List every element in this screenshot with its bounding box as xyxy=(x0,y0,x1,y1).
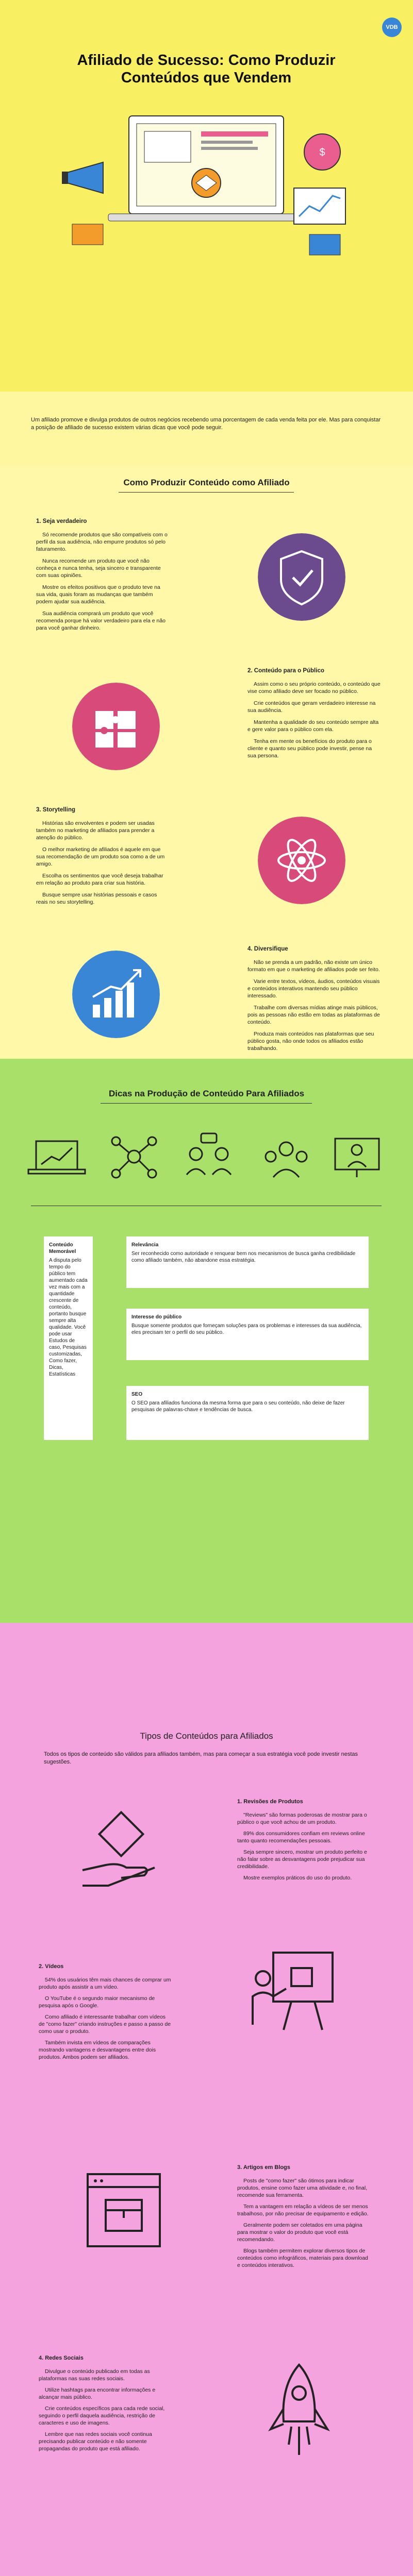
section-title: Dicas na Produção de Conteúdo Para Afiliados xyxy=(108,1089,305,1098)
divider xyxy=(119,492,294,493)
tip-heading: 3. Artigos em Blogs xyxy=(237,2164,290,2171)
tip-paragraph: Busque sempre usar histórias pessoais e casos reais no seu storytelling. xyxy=(36,892,157,905)
box-heading: SEO xyxy=(131,1392,143,1397)
divider xyxy=(101,1103,312,1104)
tip-paragraph: Só recomende produtos que são compatíveis com o perfil da sua audiência, não empurre produtos só pelo faturamento. xyxy=(36,532,168,552)
section-title: Tipos de Conteúdos para Afiliados xyxy=(140,1731,273,1741)
tip-paragraph: Mantenha a qualidade do seu conteúdo sempre alta e gere valor para o público com ela. xyxy=(247,719,379,733)
tip-heading: 4. Diversifique xyxy=(247,946,288,952)
rocket-icon xyxy=(258,2360,340,2468)
box-text: Busque somente produtos que forneçam soluções para os problemas e interesses da sua audiência, eles precisam ter o perfil do seu público. xyxy=(131,1323,362,1335)
tip-paragraph: Crie conteúdos específicos para cada rede social, seguindo o perfil daquela audiência, restrição de caracteres e uso de imagens. xyxy=(39,2405,165,2426)
tip-box-relevance xyxy=(126,1236,369,1288)
tip-card xyxy=(36,518,170,636)
tip-paragraph: O YouTube é o segundo maior mecanismo de pesquisa após o Google. xyxy=(39,1995,155,2009)
tip-heading: 2. Vídeos xyxy=(39,1963,64,1970)
vdb-logo-badge: VDB xyxy=(382,18,402,37)
laptop-chart-icon xyxy=(28,1141,85,1174)
tip-paragraph: Varie entre textos, vídeos, áudios, conteúdos visuais e conteúdos interativos mantendo seu público interessado. xyxy=(247,978,380,999)
box-heading: Conteúdo Memorável xyxy=(49,1242,76,1255)
tip-card xyxy=(237,1798,371,1886)
tip-paragraph: Seja sempre sincero, mostrar um produto perfeito e não falar sobre as desvantagens pode prejudicar sua credibilidade. xyxy=(237,1849,367,1870)
tip-paragraph: Histórias são envolventes e podem ser usadas também no marketing de afiliados para prender a atenção do público. xyxy=(36,820,155,841)
intro-section xyxy=(0,392,413,466)
tip-paragraph: Mostre exemplos práticos do uso do produto. xyxy=(243,1875,352,1881)
tip-paragraph: Nunca recomende um produto que você não conheça e nunca tenha, seja sincero e transparente com suas opiniões. xyxy=(36,558,161,579)
tip-paragraph: 54% dos usuários têm mais chances de comprar um produto após assistir a um vídeo. xyxy=(39,1977,171,1990)
tip-paragraph: 89% dos consumidores confiam em reviews online tanto quanto recomendações pessoais. xyxy=(237,1831,365,1844)
video-call-icon xyxy=(335,1139,379,1177)
tip-paragraph: Posts de "como fazer" são ótimos para indicar produtos, ensine como fazer uma atividade e, no final, recomende sua ferramenta. xyxy=(237,2178,368,2198)
box-text: Ser reconhecido como autoridade e renquear bem nos mecanismos de busca ganha credibilidade como afiliado também, não abandone essa estratégia. xyxy=(131,1251,356,1263)
header-section xyxy=(0,0,413,392)
affiliate-marketing-illustration xyxy=(52,111,361,265)
tip-heading: 1. Seja verdadeiro xyxy=(36,518,87,524)
tip-paragraph: Trabalhe com diversas mídias atinge mais públicos, pois as pessoas não estão em todas as plataformas de conteúdo. xyxy=(247,1005,380,1025)
tip-paragraph: Geralmente podem ser coletados em uma página para mostrar o valor do produto que você está recomendando. xyxy=(237,2222,362,2243)
tip-card xyxy=(237,2164,371,2273)
tip-paragraph: O melhor marketing de afiliados é aquele em que sua recomendação de um produto soa como a de um amigo. xyxy=(36,846,165,867)
hand-box-icon xyxy=(77,1808,165,1896)
tip-paragraph: Escolha os sentimentos que você deseja trabalhar em relação ao produto para criar sua história. xyxy=(36,873,163,886)
atom-icon xyxy=(258,817,345,904)
tip-paragraph: Crie conteúdos que geram verdadeiro interesse na sua audiência. xyxy=(247,700,376,714)
tip-card xyxy=(39,2354,173,2456)
tip-paragraph: Utilize hashtags para encontrar informações e alcançar mais público. xyxy=(39,2387,156,2400)
tip-paragraph: Divulgue o conteúdo publicado em todas as plataformas nas suas redes sociais. xyxy=(39,2368,150,2382)
network-icon xyxy=(112,1137,156,1178)
tip-box-interest xyxy=(126,1309,369,1360)
tip-paragraph: Como afiliado é interessante trabalhar com vídeos de "como fazer" criando instruções e passo a passo de como usar o produto. xyxy=(39,2014,171,2035)
team-icon xyxy=(266,1142,307,1177)
tip-paragraph: Blogs também permitem explorar diversos tipos de conteúdos como infográficos, materiais para download e conteúdos interativos. xyxy=(237,2248,368,2268)
box-text: O SEO para afiliados funciona da mesma forma que para o seu conteúdo, não deixe de fazer pesquisas de palavras-chave e tendências de busca. xyxy=(131,1400,345,1413)
tip-paragraph: Lembre que nas redes sociais você continua precisando publicar conteúdo e não somente propagandas do produto que está afiliado. xyxy=(39,2431,152,2452)
tip-heading: 1. Revisões de Produtos xyxy=(237,1799,303,1805)
tip-card xyxy=(39,1963,173,2065)
tip-heading: 3. Storytelling xyxy=(36,807,76,813)
tip-paragraph: Mostre os efeitos positivos que o produto teve na sua vida, quais foram as mudanças que também podem ajudar sua audiência. xyxy=(36,584,160,605)
tip-paragraph: Tenha em mente os benefícios do produto para o cliente e quanto seu público pode investir, pense na sua persona. xyxy=(247,738,372,759)
box-heading: Relevância xyxy=(131,1242,159,1248)
tip-paragraph: Também invista em vídeos de comparações mostrando vantagens e desvantagens entre dois produtos. Ambos podem ser afiliados. xyxy=(39,2040,156,2060)
tip-card xyxy=(247,945,382,1057)
tip-paragraph: Produza mais conteúdos nas plataformas que seu público gosta, não onde todos os afiliados estão trabalhando. xyxy=(247,1031,374,1052)
section-content-types xyxy=(0,1623,413,2576)
tip-paragraph: Não se prenda a um padrão, não existe um único formato em que o marketing de afiliados pode ser feito. xyxy=(247,959,380,973)
box-heading: Interesse do público xyxy=(131,1314,182,1320)
tip-paragraph: Sua audiência comprará um produto que você recomenda porque há valor verdadeiro para ela e não para você ganhar dinheiro. xyxy=(36,611,166,631)
tip-box-seo xyxy=(126,1386,369,1440)
browser-window-icon xyxy=(77,2164,170,2257)
people-chat-icon xyxy=(187,1133,231,1175)
tip-card xyxy=(36,806,170,910)
section-how-to-produce xyxy=(0,466,413,1059)
section-title: Como Produzir Conteúdo como Afiliado xyxy=(123,478,290,487)
section-production-tips xyxy=(0,1059,413,1623)
section-lead: Todos os tipos de conteúdo são válidos para afiliados também, mas para começar a sua estratégia você pode investir nestas sugestões. xyxy=(44,1751,358,1765)
presenter-board-icon xyxy=(242,1942,340,2040)
intro-text: Um afiliado promove e divulga produtos de outros negócios recebendo uma porcentagem de cada venda feita por ele. Mas para conquistar a posição de afiliado de sucesso existem várias dicas que você pode seguir. xyxy=(31,417,381,431)
tip-paragraph: Assim como o seu próprio conteúdo, o conteúdo que vise como afiliado deve ser focado no público. xyxy=(247,681,381,694)
box-text: A disputa pelo tempo do público tem aumentado cada vez mais com a quantidade crescente de conteúdo, portanto busque sempre alta qualidade. Você pode usar Estudos de caso, Pesquisas customizadas, Como fazer, Dicas, Estatísticas xyxy=(49,1258,88,1377)
page-title: Afiliado de Sucesso: Como Produzir Conteúdos que Vendem xyxy=(77,52,336,86)
tip-heading: 4. Redes Sociais xyxy=(39,2355,84,2361)
svg-text:$: $ xyxy=(319,147,325,158)
tip-paragraph: Tem a vantagem em relação a vídeos de ser menos trabalhoso, por não precisar de equipamento e edição. xyxy=(237,2204,369,2217)
shield-icon xyxy=(258,533,345,621)
tip-paragraph: "Reviews" são formas poderosas de mostrar para o público o que você achou de um produto. xyxy=(237,1812,367,1825)
puzzle-icon xyxy=(72,683,160,770)
growth-chart-icon xyxy=(72,951,160,1038)
tips-icons-row xyxy=(26,1128,387,1190)
tip-heading: 2. Conteúdo para o Público xyxy=(247,668,324,674)
tip-card xyxy=(247,667,382,764)
tip-box-memorable xyxy=(44,1236,93,1440)
